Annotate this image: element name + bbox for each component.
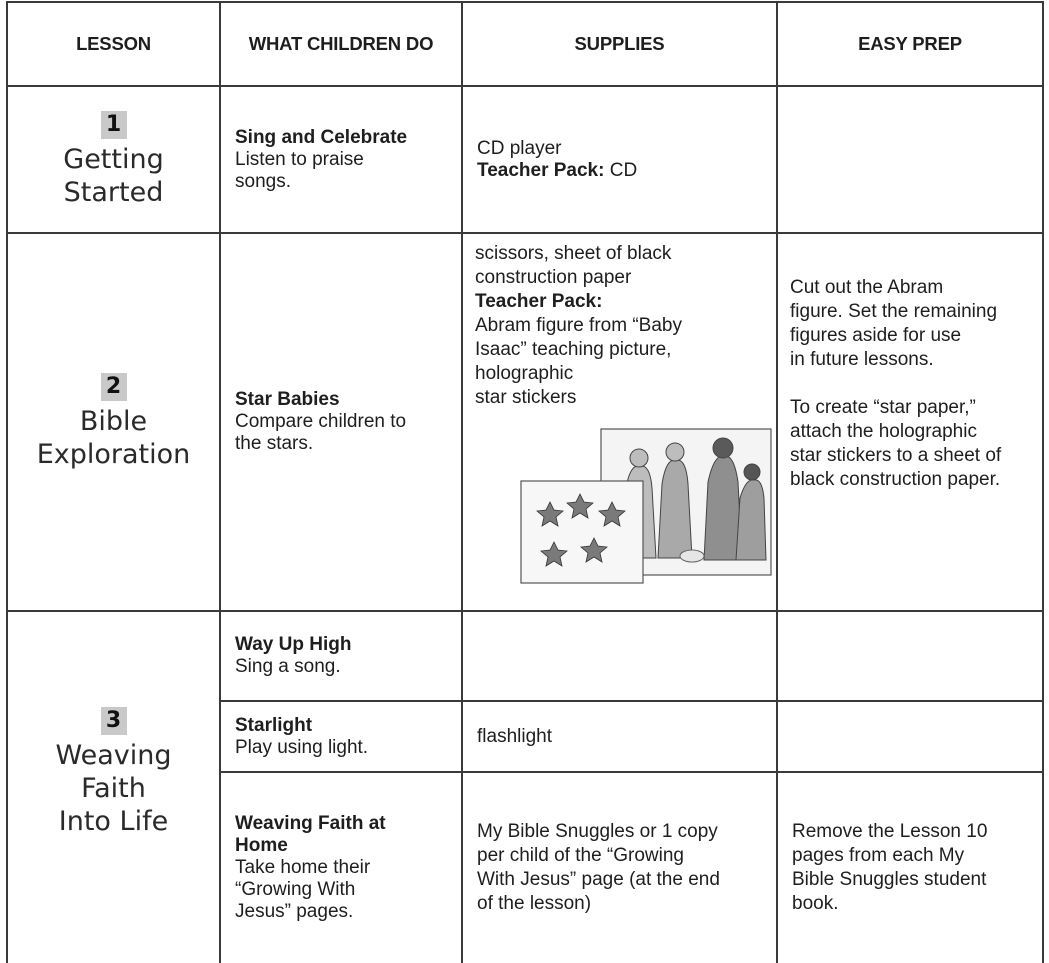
lesson-number-badge: 1: [101, 111, 127, 139]
activity-cell: [221, 612, 461, 700]
header-lesson: LESSON: [76, 33, 151, 54]
header-supplies: SUPPLIES: [574, 33, 665, 54]
header-easy-prep: EASY PREP: [858, 33, 962, 54]
activity-cell: [221, 234, 461, 610]
table-right-border: [1042, 1, 1044, 963]
lesson-3-cell: [8, 612, 219, 963]
prep-cell: [778, 87, 1042, 232]
activity-description: Listen to praise songs.: [235, 148, 364, 192]
activity-description: Sing a song.: [235, 656, 341, 677]
lesson-2-cell: [8, 234, 219, 610]
supplies-text: CD player: [477, 137, 562, 159]
lesson-title: Weaving Faith Into Life: [55, 740, 172, 837]
prep-cell: [778, 234, 1042, 610]
activity-cell: [221, 773, 461, 963]
supplies-cell: [463, 87, 776, 232]
lesson-title: Getting Started: [63, 143, 164, 208]
header-what-children-do: WHAT CHILDREN DO: [248, 33, 434, 54]
lesson-number-badge: 3: [101, 707, 127, 735]
lesson-title: Bible Exploration: [36, 406, 191, 470]
prep-text: Cut out the Abram figure. Set the remaining figures aside for use in future lessons. To create “star paper,” attach the holographic star stickers to a sheet of black construction paper.: [790, 277, 1002, 490]
activity-title: Weaving Faith at Home: [235, 813, 386, 856]
prep-text: Remove the Lesson 10 pages from each My Bible Snuggles student book.: [792, 821, 988, 914]
lesson-number-badge: 2: [101, 373, 127, 401]
supplies-cell: [463, 773, 776, 963]
star-stickers-illustration: [520, 480, 644, 584]
activity-title: Star Babies: [235, 389, 340, 410]
activity-cell: [221, 87, 461, 232]
supplies-cell: [463, 612, 776, 700]
activity-title: Way Up High: [235, 634, 352, 655]
teacher-pack-label: Teacher Pack:: [477, 159, 605, 181]
activity-title: Starlight: [235, 714, 313, 736]
activity-title: Sing and Celebrate: [235, 126, 408, 148]
supplies-text: scissors, sheet of black construction paper: [475, 243, 672, 288]
activity-description: Play using light.: [235, 736, 369, 758]
prep-cell: [778, 773, 1042, 963]
activity-cell: [221, 702, 461, 771]
supplies-cell: [463, 702, 776, 771]
supplies-text: CD: [604, 159, 638, 181]
activity-description: Take home their “Growing With Jesus” pages.: [235, 857, 371, 922]
teacher-pack-label: Teacher Pack:: [475, 291, 603, 312]
lesson-1-cell: [8, 87, 219, 232]
prep-cell: [778, 612, 1042, 700]
prep-cell: [778, 702, 1042, 771]
supplies-text: Abram figure from “Baby Isaac” teaching picture, holographic star stickers: [475, 315, 682, 408]
activity-description: Compare children to the stars.: [235, 411, 407, 454]
supplies-text: flashlight: [477, 725, 552, 747]
supplies-text: My Bible Snuggles or 1 copy per child of the “Growing With Jesus” page (at the end of the lesson): [477, 821, 720, 914]
